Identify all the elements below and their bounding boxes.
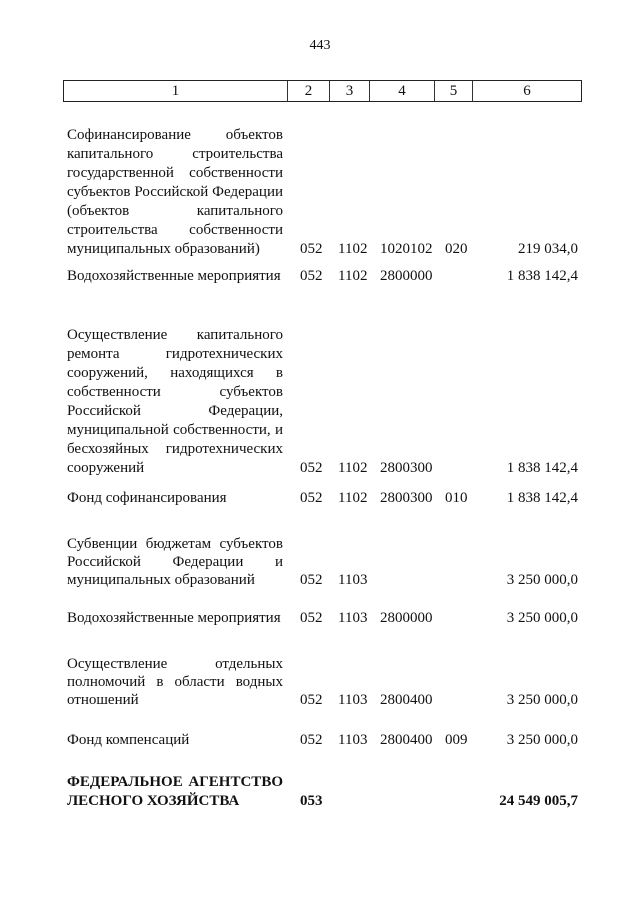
cell-c6: 1 838 142,4 — [506, 460, 578, 476]
cell-c3: 1103 — [338, 692, 368, 708]
cell-c6: 3 250 000,0 — [506, 572, 578, 588]
cell-c4: 2800400 — [380, 692, 433, 708]
cell-c2: 052 — [300, 268, 323, 284]
column-header-table — [63, 80, 582, 102]
cell-c2: 052 — [300, 572, 323, 588]
cell-c2: 052 — [300, 490, 323, 506]
cell-c6: 3 250 000,0 — [506, 610, 578, 626]
cell-c6: 1 838 142,4 — [506, 268, 578, 284]
cell-c6: 3 250 000,0 — [506, 692, 578, 708]
table-row — [67, 267, 582, 286]
description-line: Осуществление отдельных — [67, 656, 283, 672]
cell-c6: 1 838 142,4 — [506, 490, 578, 506]
description-line: Субвенции бюджетам субъектов — [67, 536, 283, 552]
cell-c3: 1102 — [338, 460, 368, 476]
description-line: (объектов капитального — [67, 203, 283, 219]
description-line: государственной собственности — [67, 165, 283, 181]
cell-c6: 24 549 005,7 — [499, 793, 578, 809]
table-row — [67, 655, 582, 709]
cell-c2: 052 — [300, 692, 323, 708]
description-line: бесхозяйных гидротехнических — [67, 441, 283, 457]
description-line: Водохозяйственные мероприятия — [67, 610, 281, 626]
row-description — [67, 535, 283, 589]
description-line: субъектов Российской Федерации — [67, 184, 283, 200]
table-row — [67, 489, 582, 508]
description-line: муниципальных образований) — [67, 241, 260, 257]
table-row — [67, 609, 582, 628]
cell-c2: 053 — [300, 793, 323, 809]
cell-c2: 052 — [300, 732, 323, 748]
column-header-6: 6 — [523, 83, 531, 99]
row-description — [67, 655, 283, 709]
description-line: ЛЕСНОГО ХОЗЯЙСТВА — [67, 793, 240, 809]
description-line: муниципальных образований — [67, 572, 255, 588]
description-line: муниципальной собственности, и — [67, 422, 283, 438]
column-header-4: 4 — [370, 81, 435, 101]
description-line: ремонта гидротехнических — [67, 346, 283, 362]
cell-c4: 2800000 — [380, 268, 433, 284]
column-header-3: 3 — [330, 81, 370, 101]
description-line: Софинансирование объектов — [67, 127, 283, 143]
table-row — [67, 773, 582, 811]
row-description — [67, 731, 283, 750]
description-line: Фонд софинансирования — [67, 490, 227, 506]
description-line: отношений — [67, 692, 139, 708]
cell-c2: 052 — [300, 460, 323, 476]
row-description — [67, 489, 283, 508]
table-row — [67, 326, 582, 478]
table-row — [67, 731, 582, 750]
table-row — [67, 535, 582, 589]
cell-c5: 009 — [445, 732, 468, 748]
row-description — [67, 126, 283, 259]
cell-c4: 1020102 — [380, 241, 433, 257]
cell-c6: 3 250 000,0 — [506, 732, 578, 748]
description-line: собственности субъектов — [67, 384, 283, 400]
cell-c3: 1103 — [338, 610, 368, 626]
row-description — [67, 326, 283, 478]
description-line: полномочий в области водных — [67, 674, 283, 690]
cell-c6: 219 034,0 — [518, 241, 578, 257]
description-line: Водохозяйственные мероприятия — [67, 268, 281, 284]
description-line: строительства собственности — [67, 222, 283, 238]
description-line: Осуществление капитального — [67, 327, 283, 343]
column-header-2: 2 — [288, 81, 330, 101]
cell-c3: 1102 — [338, 241, 368, 257]
description-line: Фонд компенсаций — [67, 732, 190, 748]
description-line: Российской Федерации, — [67, 403, 283, 419]
row-description — [67, 609, 283, 628]
row-description — [67, 773, 283, 811]
column-header-1: 1 — [64, 81, 288, 101]
description-line: сооружений — [67, 460, 145, 476]
cell-c5: 020 — [445, 241, 468, 257]
description-line: капитального строительства — [67, 146, 283, 162]
cell-c3: 1103 — [338, 572, 368, 588]
column-header-5: 5 — [435, 81, 473, 101]
description-line: ФЕДЕРАЛЬНОЕ АГЕНТСТВО — [67, 774, 283, 790]
cell-c2: 052 — [300, 610, 323, 626]
cell-c3: 1103 — [338, 732, 368, 748]
cell-c4: 2800400 — [380, 732, 433, 748]
cell-c2: 052 — [300, 241, 323, 257]
description-line: Российской Федерации и — [67, 554, 283, 570]
cell-c4: 2800300 — [380, 490, 433, 506]
cell-c3: 1102 — [338, 268, 368, 284]
cell-c3: 1102 — [338, 490, 368, 506]
description-line: сооружений, находящихся в — [67, 365, 283, 381]
table-row — [67, 126, 582, 259]
cell-c5: 010 — [445, 490, 468, 506]
cell-c4: 2800300 — [380, 460, 433, 476]
page-number: 443 — [309, 38, 331, 53]
row-description — [67, 267, 283, 286]
cell-c4: 2800000 — [380, 610, 433, 626]
